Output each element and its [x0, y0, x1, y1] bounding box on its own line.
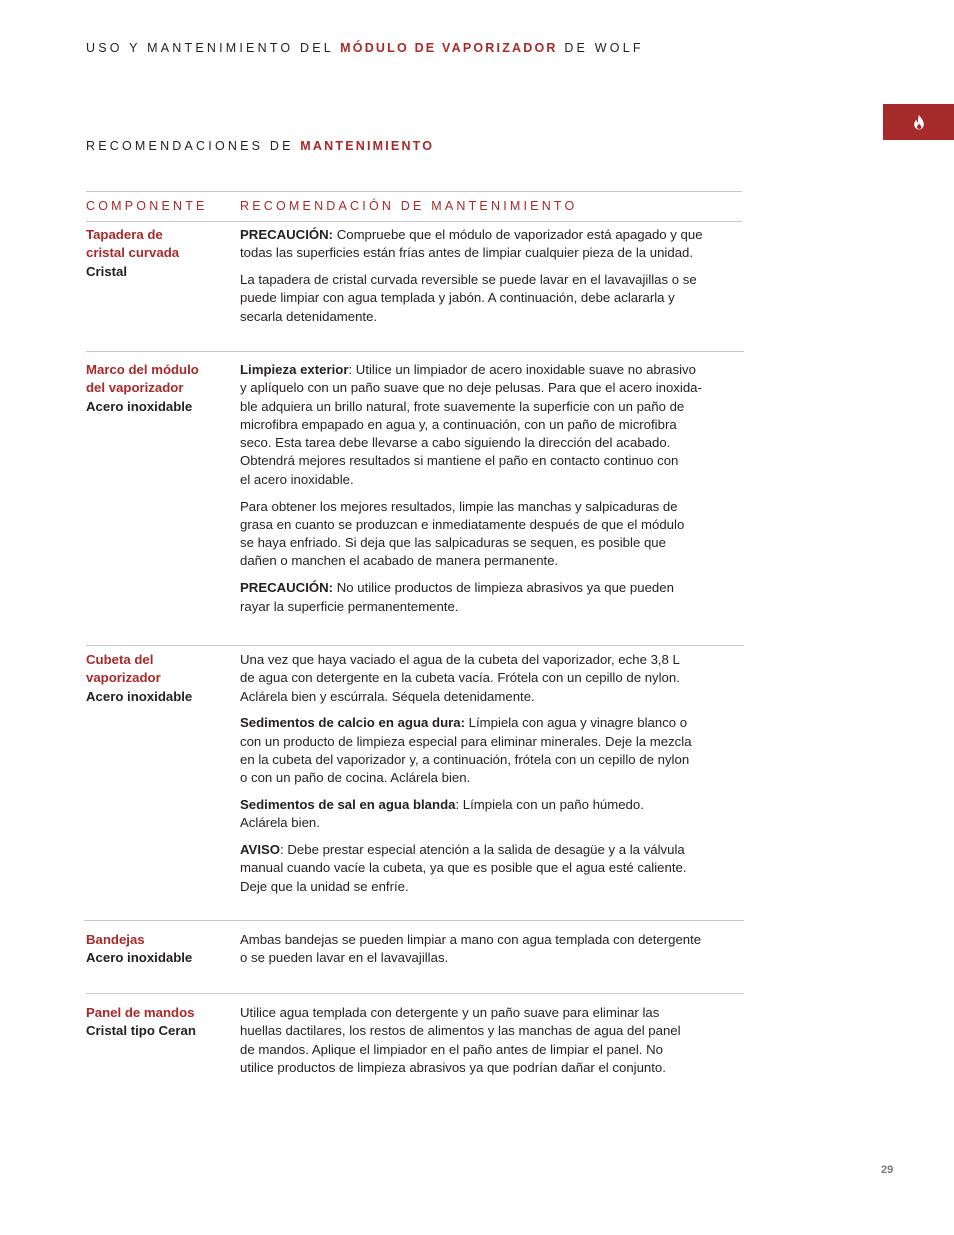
paragraph — [240, 931, 752, 968]
component-name: Panel de mandos — [86, 1005, 195, 1020]
paragraph — [240, 498, 752, 571]
component-material: Acero inoxidable — [86, 688, 193, 704]
component-material: Acero inoxidable — [86, 398, 193, 414]
paragraph — [240, 651, 752, 706]
row-divider — [86, 993, 744, 994]
section-title-prefix: RECOMENDACIONES DE — [86, 139, 301, 153]
table-top-rule — [86, 191, 742, 192]
paragraph-line: en la cubeta del vaporizador y, a continuación, frótela con un cepillo de nylon — [240, 751, 690, 767]
paragraph-line: Una vez que haya vaciado el agua de la cubeta del vaporizador, eche 3,8 L — [240, 652, 680, 667]
paragraph — [240, 1004, 752, 1077]
paragraph-line: La tapadera de cristal curvada reversible se puede lavar en el lavavajillas o se — [240, 272, 697, 288]
paragraph-line: No utilice productos de limpieza abrasivos ya que pueden — [333, 580, 674, 596]
running-header-suffix: DE WOLF — [557, 41, 644, 55]
paragraph-lead: PRECAUCIÓN: — [240, 580, 334, 596]
paragraph-line: Límpiela con agua y vinagre blanco o — [464, 715, 688, 731]
paragraph-line: huellas dactilares, los restos de alimentos y las manchas de agua del panel — [240, 1023, 681, 1039]
recommendation-cell — [240, 226, 752, 334]
paragraph-line: microfibra empapado en agua y, a continuación, con un paño de microfibra — [240, 416, 677, 432]
paragraph-line: Compruebe que el módulo de vaporizador está apagado y que — [333, 227, 703, 242]
running-header-product: MÓDULO DE VAPORIZADOR — [340, 41, 558, 55]
paragraph-lead: Sedimentos de sal en agua blanda — [240, 797, 456, 813]
paragraph-line: Deje que la unidad se enfríe. — [240, 878, 409, 894]
recommendation-cell — [240, 931, 752, 976]
row-divider — [84, 920, 744, 921]
paragraph-line: secarla detenidamente. — [240, 308, 378, 324]
paragraph-line: seco. Esta tarea debe llevarse a cabo siguiendo la dirección del acabado. — [240, 435, 671, 451]
recommendation-cell — [240, 361, 752, 624]
paragraph-lead: AVISO — [240, 842, 281, 858]
paragraph-line: : Límpiela con un paño húmedo. — [455, 797, 644, 813]
paragraph-line: manual cuando vacíe la cubeta, ya que es posible que el agua esté caliente. — [240, 860, 687, 876]
column-header-recommendation: RECOMENDACIÓN DE MANTENIMIENTO — [240, 199, 578, 213]
section-title-keyword: MANTENIMIENTO — [300, 139, 435, 153]
paragraph-line: el acero inoxidable. — [240, 471, 354, 487]
paragraph-line: utilice productos de limpieza abrasivos ya que podrían dañar el conjunto. — [240, 1059, 666, 1075]
component-cell — [86, 361, 226, 416]
paragraph-line: o con un paño de cocina. Aclárela bien. — [240, 770, 471, 786]
paragraph-line: y aplíquelo con un paño suave que no deje pelusas. Para que el acero inoxida- — [240, 380, 702, 396]
paragraph-line: Aclárela bien y escúrrala. Séquela detenidamente. — [240, 688, 535, 704]
row-divider — [86, 645, 744, 646]
paragraph-line: de mandos. Aplique el limpiador en el paño antes de limpiar el panel. No — [240, 1041, 663, 1057]
paragraph-line: Utilice agua templada con detergente y un paño suave para eliminar las — [240, 1005, 660, 1020]
component-name: del vaporizador — [86, 380, 184, 396]
paragraph-line: puede limpiar con agua templada y jabón. A continuación, debe aclararla y — [240, 290, 675, 306]
paragraph-lead: PRECAUCIÓN: — [240, 227, 334, 242]
row-divider — [86, 351, 744, 352]
running-header-prefix: USO Y MANTENIMIENTO DEL — [86, 41, 341, 55]
running-header — [86, 41, 644, 55]
paragraph — [240, 796, 752, 833]
component-material: Acero inoxidable — [86, 950, 193, 966]
component-name: Cubeta del — [86, 652, 154, 667]
paragraph-line: dañen o manchen el acabado de manera permanente. — [240, 553, 559, 569]
paragraph-line: : Debe prestar especial atención a la salida de desagüe y a la válvula — [280, 842, 685, 858]
component-name: Marco del módulo — [86, 362, 199, 377]
paragraph — [240, 579, 752, 616]
paragraph — [240, 226, 752, 263]
component-name: cristal curvada — [86, 245, 180, 261]
paragraph-line: Aclárela bien. — [240, 815, 320, 831]
recommendation-cell — [240, 1004, 752, 1086]
recommendation-cell — [240, 651, 752, 905]
component-cell — [86, 1004, 226, 1041]
page-number: 29 — [881, 1164, 894, 1176]
component-name: vaporizador — [86, 670, 161, 686]
component-material: Cristal — [86, 263, 128, 279]
component-material: Cristal tipo Ceran — [86, 1023, 196, 1039]
paragraph-line: grasa en cuanto se produzcan e inmediatamente después de que el módulo — [240, 516, 685, 532]
section-tab — [883, 104, 954, 140]
paragraph-line: todas las superficies están frías antes de limpiar cualquier pieza de la unidad. — [240, 245, 694, 261]
paragraph — [240, 361, 752, 489]
paragraph-line: con un producto de limpieza especial para eliminar minerales. Deje la mezcla — [240, 733, 692, 749]
paragraph-line: Obtendrá mejores resultados si mantiene el paño en contacto continuo con — [240, 453, 679, 469]
paragraph-line: o se pueden lavar en el lavavajillas. — [240, 950, 449, 966]
component-cell — [86, 226, 226, 281]
paragraph-line: se haya enfriado. Si deja que las salpicaduras se sequen, es posible que — [240, 535, 666, 551]
column-header-component: COMPONENTE — [86, 199, 208, 213]
paragraph-line: : Utilice un limpiador de acero inoxidable suave no abrasivo — [348, 362, 696, 377]
table-header-rule — [86, 221, 742, 222]
paragraph-line: rayar la superficie permanentemente. — [240, 598, 459, 614]
component-cell — [86, 651, 226, 706]
paragraph-line: de agua con detergente en la cubeta vacía. Frótela con un cepillo de nylon. — [240, 670, 680, 686]
paragraph — [240, 841, 752, 896]
paragraph-line: Ambas bandejas se pueden limpiar a mano con agua templada con detergente — [240, 932, 702, 947]
paragraph-line: ble adquiera un brillo natural, frote suavemente la superficie con un paño de — [240, 398, 685, 414]
flame-icon — [913, 114, 925, 130]
section-title — [86, 139, 434, 153]
component-name: Tapadera de — [86, 227, 163, 242]
paragraph — [240, 714, 752, 787]
component-name: Bandejas — [86, 932, 145, 947]
paragraph — [240, 271, 752, 326]
component-cell — [86, 931, 226, 968]
paragraph-lead: Limpieza exterior — [240, 362, 349, 377]
paragraph-line: Para obtener los mejores resultados, limpie las manchas y salpicaduras de — [240, 498, 678, 514]
paragraph-lead: Sedimentos de calcio en agua dura: — [240, 715, 465, 731]
